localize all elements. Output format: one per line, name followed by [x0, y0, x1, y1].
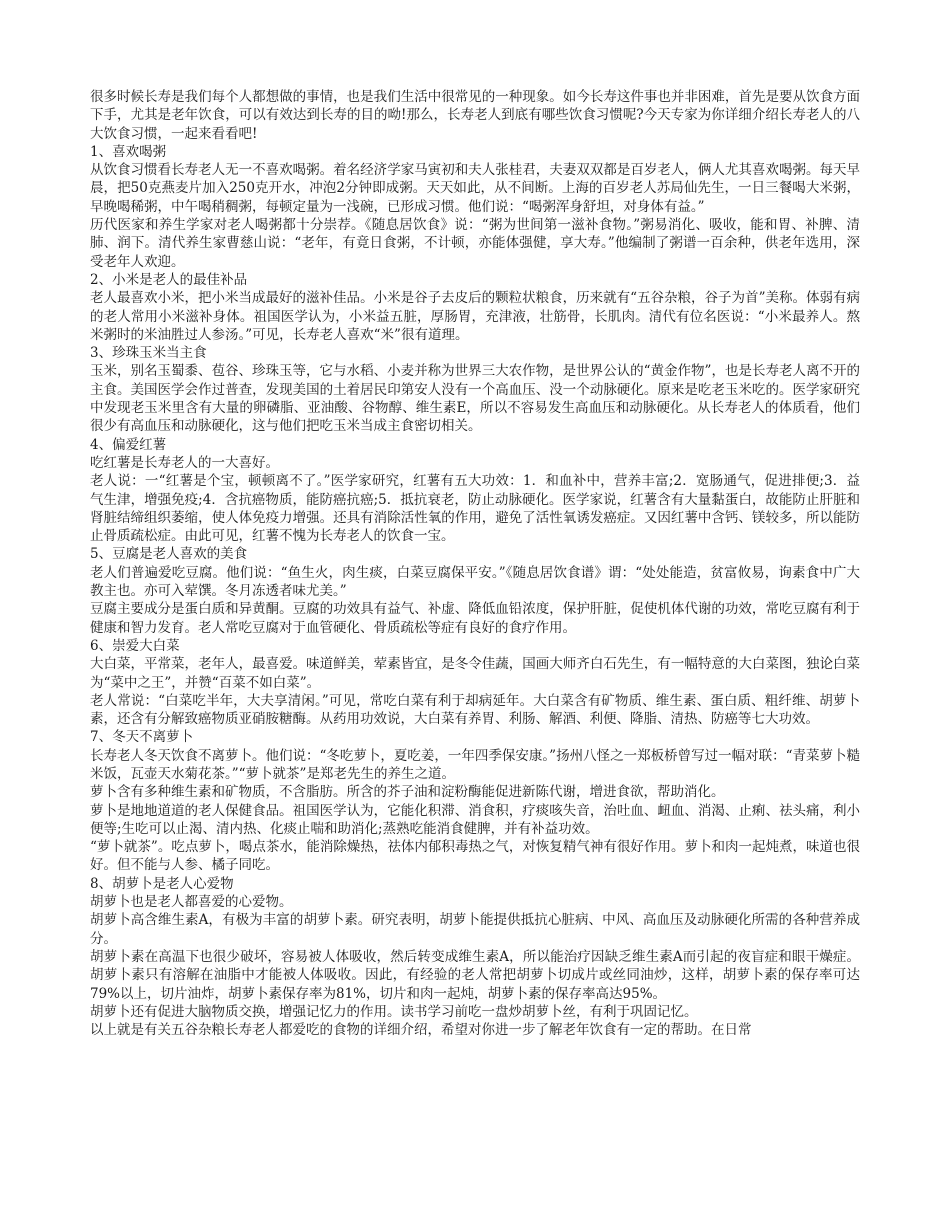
section-heading-1: 1、喜欢喝粥	[90, 143, 167, 160]
paragraph: 老人们普遍爱吃豆腐。他们说：“鱼生火，肉生痰，白菜豆腐保平安。”《随息居饮食谱》谓：“处处能造，贫富攸易，询素食中广大教主也。亦可入荤馔。冬月冻透者味尤美。”	[90, 564, 860, 600]
paragraph: 从饮食习惯看长寿老人无一不喜欢喝粥。着名经济学家马寅初和夫人张桂君，夫妻双双都是百岁老人，俩人尤其喜欢喝粥。每天早晨，把50克燕麦片加入250克开水，冲泡2分钟即成粥。天天如此，从不间断。上海的百岁老人苏局仙先生，一日三餐喝大米粥，早晚喝稀粥，中午喝稍稠粥，每顿定量为一浅碗，已形成习惯。他们说：“喝粥浑身舒坦，对身体有益。”	[90, 162, 860, 215]
paragraph: 吃红薯是长寿老人的一大喜好。	[90, 454, 279, 471]
paragraph: 长寿老人冬天饮食不离萝卜。他们说：“冬吃萝卜，夏吃姜，一年四季保安康。”扬州八怪之一郑板桥曾写过一幅对联：“青菜萝卜糙米饭，瓦壶天水菊花茶。”“萝卜就茶”是郑老先生的养生之道。	[90, 747, 860, 782]
closing-paragraph: 以上就是有关五谷杂粮长寿老人都爱吃的食物的详细介绍，希望对你进一步了解老年饮食有一定的帮助。在日常	[90, 1022, 752, 1039]
section-heading-3: 3、珍珠玉米当主食	[90, 345, 207, 362]
paragraph: 老人常说：“白菜吃半年，大夫享清闲。”可见，常吃白菜有利于却病延年。大白菜含有矿物质、维生素、蛋白质、粗纤维、胡萝卜素，还含有分解致癌物质亚硝胺糖酶。从药用功效说，大白菜有养胃、利肠、解酒、利便、降脂、清热、防癌等七大功效。	[90, 692, 860, 728]
intro-paragraph: 很多时候长寿是我们每个人都想做的事情，也是我们生活中很常见的一种现象。如今长寿这件事也并非困难，首先是要从饮食方面下手，尤其是老年饮食，可以有效达到长寿的目的呦!那么，长寿老人到底有哪些饮食习惯呢?今天专家为你详细介绍长寿老人的八大饮食习惯，一起来看看吧!	[90, 89, 860, 142]
paragraph: 胡萝卜还有促进大脑物质交换，增强记忆力的作用。读书学习前吃一盘炒胡萝卜丝，有利于巩固记忆。	[90, 1003, 698, 1020]
paragraph: 大白菜，平常菜，老年人，最喜爱。味道鲜美，荤素皆宜，是冬令佳蔬，国画大师齐白石先生，有一幅特意的大白菜图，独论白菜为“菜中之王”，并赞“百菜不如白菜”。	[90, 656, 860, 691]
document-body	[90, 88, 860, 1039]
section-heading-8: 8、胡萝卜是老人心爱物	[90, 875, 234, 892]
paragraph: 老人说：一“红薯是个宝，顿顿离不了。”医学家研究，红薯有五大功效：1．和血补中，营养丰富;2．宽肠通气，促进排便;3．益气生津，增强免疫;4．含抗癌物质，能防癌抗癌;5．抵抗衰老，防止动脉硬化。医学家说，红薯含有大量黏蛋白，故能防止肝脏和肾脏结缔组织萎缩，使人体免疫力增强。还具有消除活性氧的作用，避免了活性氧诱发癌症。又因红薯中含钙、镁较多，所以能防止骨质疏松症。由此可见，红薯不愧为长寿老人的饮食一宝。	[90, 473, 860, 545]
paragraph: 胡萝卜也是老人都喜爱的心爱物。	[90, 894, 293, 911]
paragraph: 萝卜含有多种维生素和矿物质，不含脂肪。所含的芥子油和淀粉酶能促进新陈代谢，增进食欲，帮助消化。	[90, 784, 725, 801]
paragraph: 胡萝卜高含维生素A，有极为丰富的胡萝卜素。研究表明，胡萝卜能提供抵抗心脏病、中风、高血压及动脉硬化所需的各种营养成分。	[90, 912, 860, 947]
section-heading-7: 7、冬天不离萝卜	[90, 729, 194, 746]
section-heading-2: 2、小米是老人的最佳补品	[90, 271, 248, 288]
paragraph: “萝卜就茶”。吃点萝卜，喝点茶水，能消除燥热，祛体内郁积毒热之气，对恢复精气神有很好作用。萝卜和肉一起炖煮，味道也很好。但不能与人参、橘子同吃。	[90, 839, 860, 874]
paragraph: 豆腐主要成分是蛋白质和异黄酮。豆腐的功效具有益气、补虚、降低血铅浓度，保护肝脏，促使机体代谢的功效，常吃豆腐有利于健康和智力发育。老人常吃豆腐对于血管硬化、骨质疏松等症有良好的食疗作用。	[90, 601, 860, 636]
paragraph: 萝卜是地地道道的老人保健食品。祖国医学认为，它能化积滞、消食积，疗痰咳失音，治吐血、衄血、消渴、止痢、祛头痛，利小便等;生吃可以止渴、清内热、化痰止喘和助消化;蒸熟吃能消食健脾，并有补益功效。	[90, 802, 860, 837]
section-heading-5: 5、豆腐是老人喜欢的美食	[90, 546, 248, 563]
section-heading-6: 6、崇爱大白菜	[90, 637, 180, 654]
section-heading-4: 4、偏爱红薯	[90, 436, 167, 453]
paragraph: 历代医家和养生学家对老人喝粥都十分崇荐。《随息居饮食》说：“粥为世间第一滋补食物。”粥易消化、吸收，能和胃、补脾、清肺、润下。清代养生家曹慈山说：“老年，有竟日食粥，不计顿，亦能体强健，享大寿。”他编制了粥谱一百余种，供老年选用，深受老年人欢迎。	[90, 217, 860, 270]
paragraph: 玉米，别名玉蜀黍、苞谷、珍珠玉等，它与水稻、小麦并称为世界三大农作物，是世界公认的“黄金作物”，也是长寿老人离不开的主食。美国医学会作过普查，发现美国的土着居民印第安人没有一个高血压、没一个动脉硬化。原来是吃老玉米吃的。医学家研究中发现老玉米里含有大量的卵磷脂、亚油酸、谷物醇、维生素E，所以不容易发生高血压和动脉硬化。从长寿老人的体质看，他们很少有高血压和动脉硬化，这与他们把吃玉米当成主食密切相关。	[90, 363, 860, 435]
paragraph: 胡萝卜素在高温下也很少破坏，容易被人体吸收，然后转变成维生素A，所以能治疗因缺乏维生素A而引起的夜盲症和眼干燥症。胡萝卜素只有溶解在油脂中才能被人体吸收。因此，有经验的老人常把胡萝卜切成片或丝同油炒，这样，胡萝卜素的保存率可达79%以上，切片油炸，胡萝卜素保存率为81%，切片和肉一起炖，胡萝卜素的保存率高达95%。	[90, 948, 860, 1002]
paragraph: 老人最喜欢小米，把小米当成最好的滋补佳品。小米是谷子去皮后的颗粒状粮食，历来就有“五谷杂粮，谷子为首”美称。体弱有病的老人常用小米滋补身体。祖国医学认为，小米益五脏，厚肠胃，充津液，壮筋骨，长肌肉。清代有位名医说：“小米最养人。熬米粥时的米油胜过人参汤。”可见，长寿老人喜欢“米”很有道理。	[90, 290, 860, 343]
